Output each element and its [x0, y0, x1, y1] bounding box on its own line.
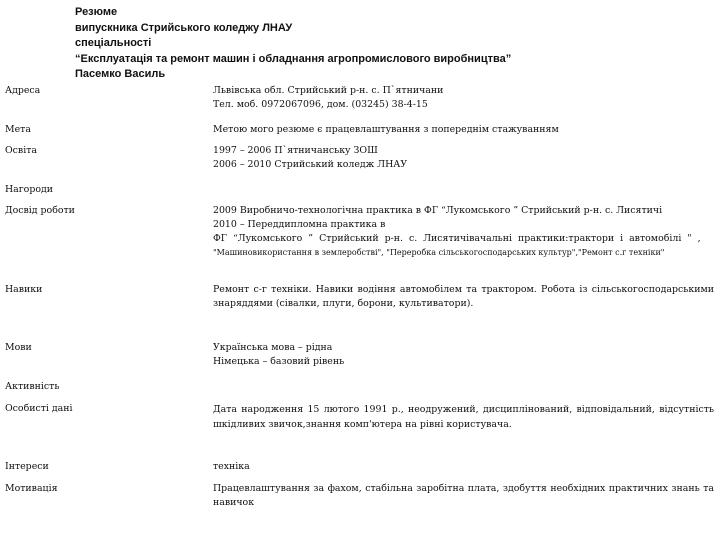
- language-line: Українська мова – рідна: [213, 342, 333, 353]
- experience-line: ФГ “Лукомського ” Стрийський р-н. с. Лисятичівачальні практики:трактори і автомобілі " ,: [213, 233, 701, 244]
- specialty-name: “Експлуатація та ремонт машин і обладнання агропромислового виробництва”: [75, 52, 512, 65]
- section-value: [213, 144, 714, 172]
- section-label: Навики: [5, 284, 43, 295]
- resume-header: [75, 5, 511, 83]
- section-label: Досвід роботи: [5, 205, 75, 216]
- section-label: Активність: [5, 381, 60, 392]
- experience-line: 2010 – Переддипломна практика в: [213, 219, 386, 230]
- specialty-label: спеціальності: [75, 37, 152, 49]
- resume-subtitle: випускника Стрийського коледжу ЛНАУ: [75, 21, 293, 34]
- section-value: [213, 204, 714, 260]
- motivation-text: Працевлаштування за фахом, стабільна заробітна плата, здобуття необхідних практичних знань та навичок: [213, 483, 714, 508]
- language-line: Німецька – базовий рівень: [213, 356, 345, 367]
- section-label: Мови: [5, 342, 32, 353]
- candidate-name: Пасемко Василь: [75, 68, 166, 80]
- section-label: Мотивація: [5, 483, 58, 494]
- section-label: Особисті дані: [5, 403, 73, 414]
- section-label: Мета: [5, 124, 31, 135]
- address-line: Львівська обл. Стрийський р-н. с. П`ятничани: [213, 85, 444, 96]
- section-value: [213, 123, 714, 137]
- section-value: [213, 341, 714, 369]
- personal-text: Дата народження 15 лютого 1991 р., неодружений, дисциплінований, відповідальний, відсутність шкідливих звичок,знання комп'ютера на рівні користувача.: [213, 404, 714, 430]
- goal-text: Метою мого резюме є працевлаштування з попереднім стажуванням: [213, 124, 559, 135]
- section-label: Нагороди: [5, 184, 53, 195]
- skills-text: Ремонт с-г техніки. Навики водіння автомобілем та трактором. Робота із сільськогосподарськими знаряддями (сівалки, плуги, борони, культиватори).: [213, 284, 714, 309]
- education-line: 1997 – 2006 П`ятничанську ЗОШ: [213, 145, 378, 156]
- education-line: 2006 – 2010 Стрийський коледж ЛНАУ: [213, 159, 408, 170]
- resume-title: Резюме: [75, 6, 118, 18]
- interests-text: техніка: [213, 461, 250, 472]
- phone-line: Тел. моб. 0972067096, дом. (03245) 38-4-15: [213, 99, 428, 110]
- section-value: [213, 84, 714, 112]
- section-label: Адреса: [5, 85, 41, 96]
- experience-line: "Машиновикористання в землеробстві", "Переробка сільськогосподарських культур","Ремонт с.г техніки": [213, 248, 665, 257]
- experience-line: 2009 Виробничо-технологічна практика в ФГ “Лукомського ” Стрийський р-н. с. Лисятичі: [213, 205, 663, 216]
- section-label: Інтереси: [5, 461, 49, 472]
- section-label: Освіта: [5, 145, 37, 156]
